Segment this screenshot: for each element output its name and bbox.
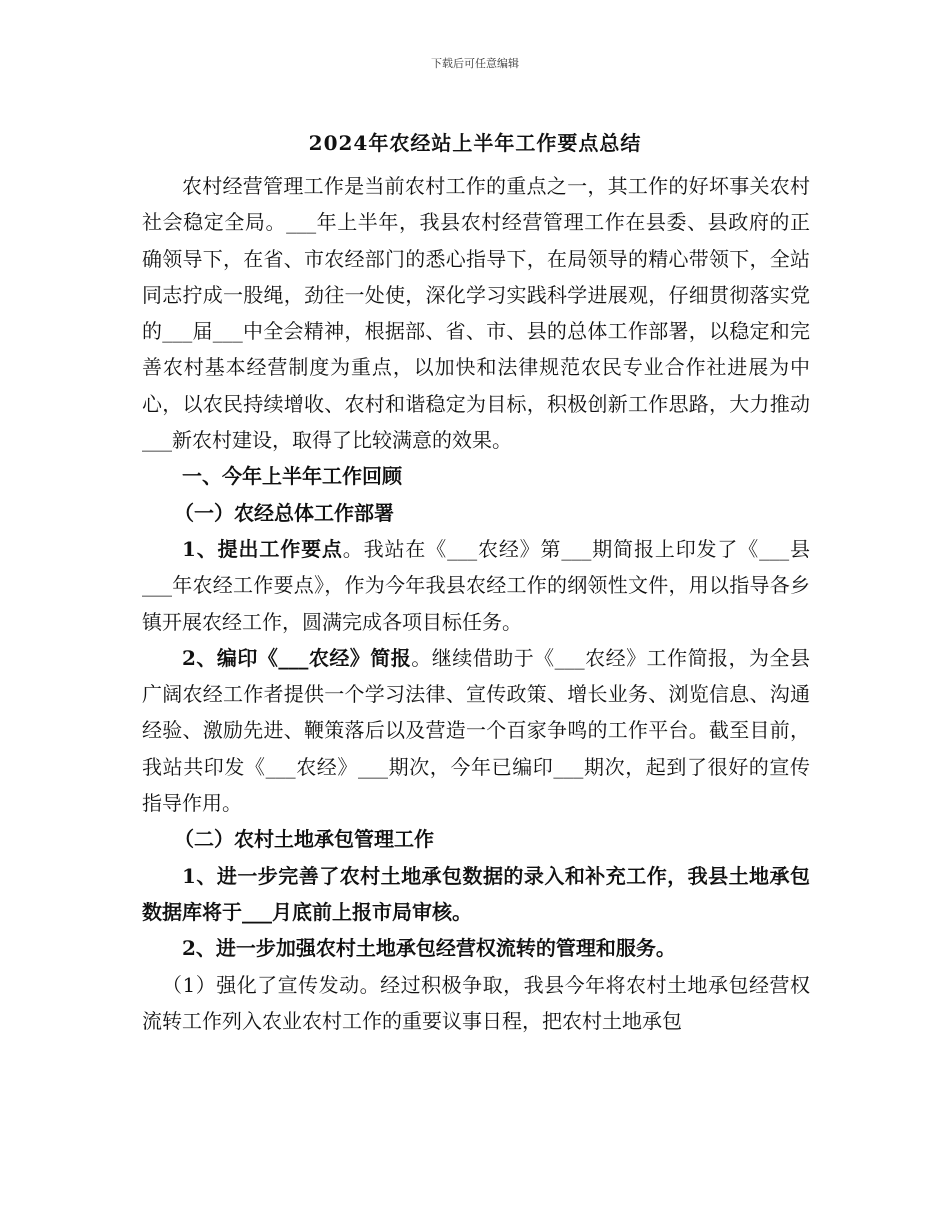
document-title: 2024年农经站上半年工作要点总结 [308, 131, 642, 155]
list-item [142, 531, 810, 640]
subsection-heading: （二）农村土地承包管理工作 [174, 827, 434, 852]
page-header: 下载后可任意编辑 [431, 57, 519, 70]
document-body [142, 168, 810, 1039]
subsection-heading: （一）农经总体工作部署 [174, 500, 394, 525]
list-item [142, 640, 810, 821]
intro-paragraph: 农村经营管理工作是当前农村工作的重点之一，其工作的好坏事关农村社会稳定全局。___年上半年，我县农村经营管理工作在县委、县政府的正确领导下，在省、市农经部门的悉心指导下，在局领导的精心带领下，全站同志拧成一股绳，劲往一处使，深化学习实践科学进展观，仔细贯彻落实党的___届___中全会精神，根据部、省、市、县的总体工作部署，以稳定和完善农村基本经营制度为重点，以加快和法律规范农民专业合作社进展为中心，以农民持续增收、农村和谐稳定为目标，积极创新工作思路，大力推动___新农村建设，取得了比较满意的效果。 [142, 174, 810, 453]
list-item: 2、进一步加强农村土地承包经营权流转的管理和服务。 [182, 936, 676, 961]
list-item: （1）强化了宣传发动。经过积极争取，我县今年将农村土地承包经营权流转工作列入农业农村工作的重要议事日程，把农村土地承包 [142, 972, 810, 1033]
item-text: 。我站在《___农经》第___期简报上印发了《___县___年农经工作要点》，作为今年我县农经工作的纲领性文件，用以指导各乡镇开展农经工作，圆满完成各项目标任务。 [142, 536, 810, 634]
item-heading: 2、编印《___农经》简报 [182, 645, 412, 670]
item-heading: 1、提出工作要点 [182, 536, 343, 561]
section-heading: 一、今年上半年工作回顾 [182, 464, 402, 489]
item-text: 。继续借助于《___农经》工作简报，为全县广阔农经工作者提供一个学习法律、宣传政策、增长业务、浏览信息、沟通经验、激励先进、鞭策落后以及营造一个百家争鸣的工作平台。截至目前，我站共印发《___农经》___期次，今年已编印___期次，起到了很好的宣传指导作用。 [142, 645, 811, 816]
list-item: 1、进一步完善了农村土地承包数据的录入和补充工作，我县土地承包数据库将于___月底前上报市局审核。 [142, 863, 810, 924]
